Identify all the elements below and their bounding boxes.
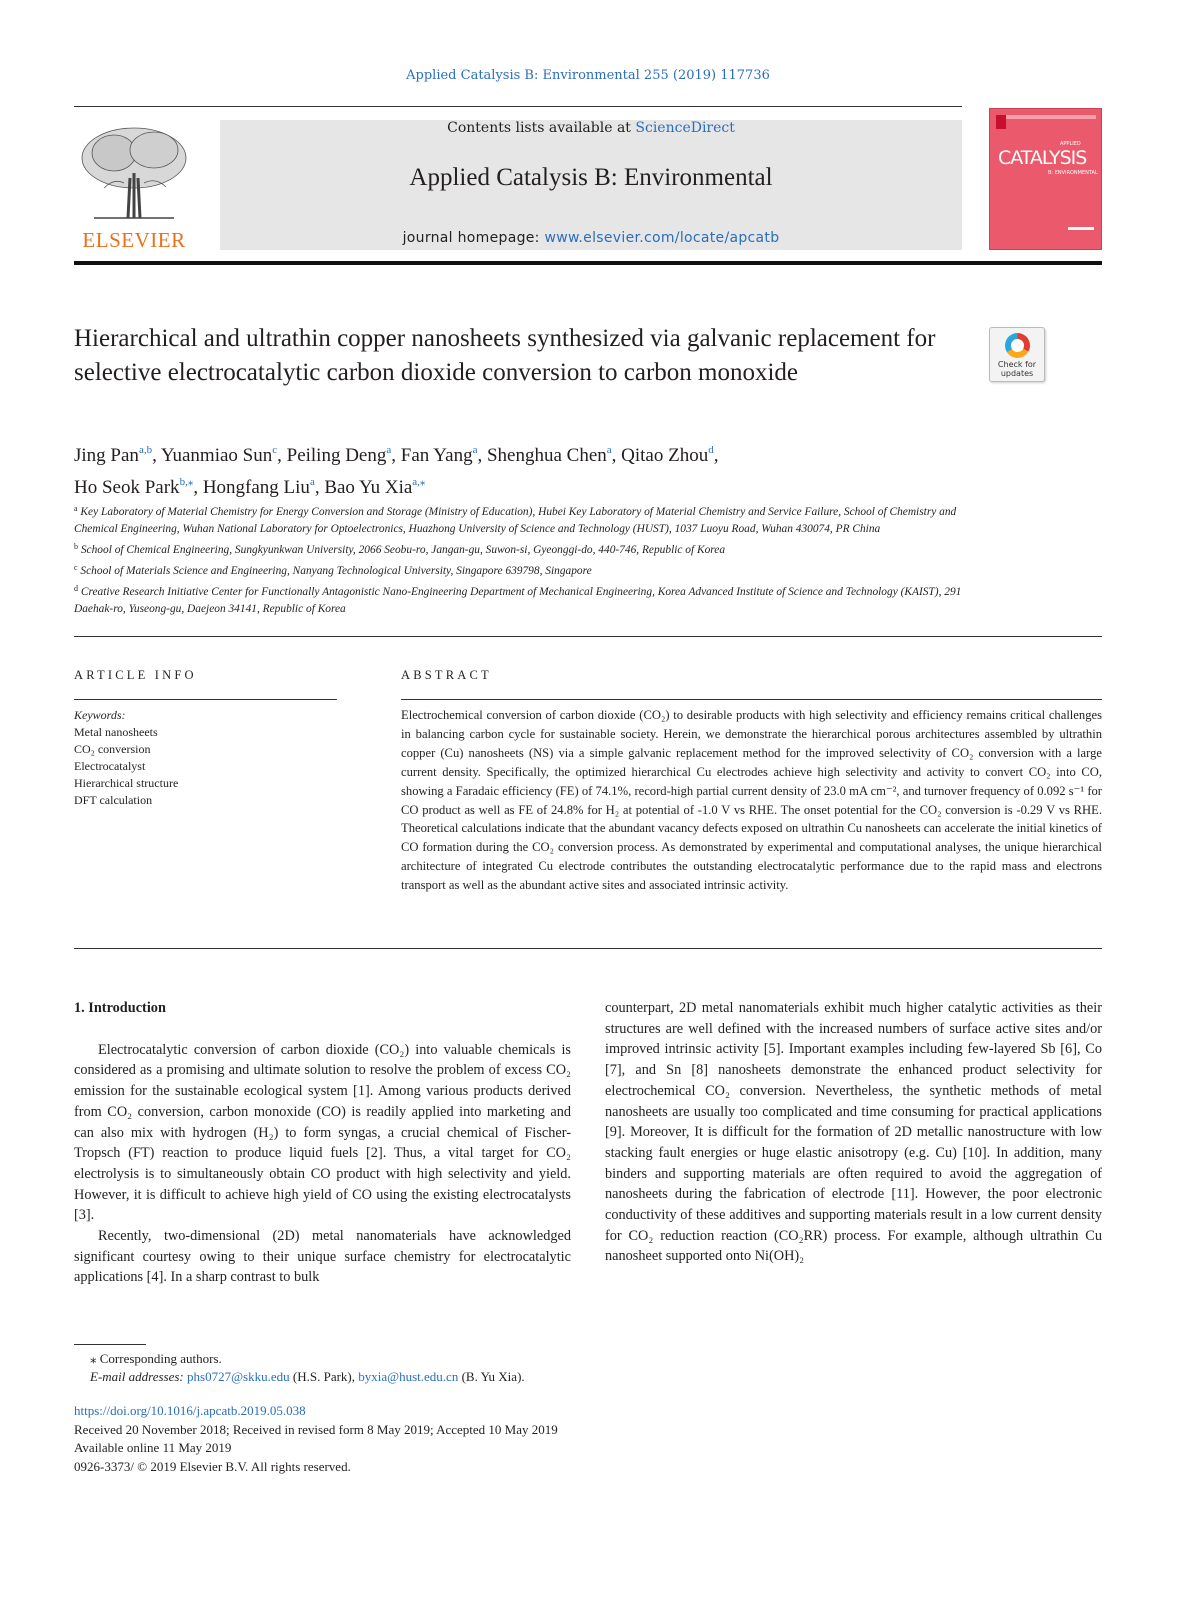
article-info-rule bbox=[74, 699, 337, 700]
author[interactable]: Peiling Deng bbox=[286, 445, 387, 466]
author[interactable]: Yuanmiao Sun bbox=[160, 445, 273, 466]
affiliation: $^d$ Creative Research Initiative Center for Functionally Antagonistic Nano-Engineering Department of Mechanical Engineering, Korea Advanced Institute of Science and Technology (KAIST), 291 Daehak-ro, Yuseong-gu, Daejeon 34141, Republic of Korea bbox=[74, 584, 962, 615]
available-online: Available online 11 May 2019 bbox=[74, 1440, 232, 1455]
copyright: 0926-3373/ © 2019 Elsevier B.V. All rights reserved. bbox=[74, 1458, 351, 1474]
header-thick-rule bbox=[74, 261, 1102, 265]
keyword: Hierarchical structure bbox=[74, 776, 179, 790]
keyword: DFT calculation bbox=[74, 793, 153, 807]
elsevier-wordmark: ELSEVIER bbox=[82, 228, 186, 252]
received-dates: Received 20 November 2018; Received in revised form 8 May 2019; Accepted 10 May 2019 bbox=[74, 1421, 558, 1437]
cover-catalysis-word: CATALYSIS bbox=[998, 147, 1087, 169]
footnotes bbox=[90, 1350, 525, 1386]
author[interactable]: Hongfang Liu bbox=[202, 477, 310, 498]
keyword: Metal nanosheets bbox=[74, 725, 158, 739]
journal-title: Applied Catalysis B: Environmental bbox=[409, 164, 773, 191]
article-info-heading: ARTICLE INFO bbox=[74, 668, 197, 682]
keywords-list bbox=[74, 707, 344, 809]
cover-foot bbox=[1068, 227, 1094, 230]
affiliations-rule bbox=[74, 636, 1102, 637]
abstract-rule bbox=[401, 699, 1102, 700]
check-for-updates-button[interactable]: Check for updates bbox=[989, 327, 1045, 382]
doi-link[interactable]: https://doi.org/10.1016/j.apcatb.2019.05.038 bbox=[74, 1403, 306, 1418]
cover-strip bbox=[996, 115, 1096, 119]
section-heading-introduction: 1. Introduction bbox=[74, 1000, 166, 1016]
contents-line: Contents lists available at ScienceDirect bbox=[447, 120, 735, 136]
affiliation: $^a$ Key Laboratory of Material Chemistry for Energy Conversion and Storage (Ministry of Education), Hubei Key Laboratory of Material Chemistry and Service Failure, School of Chemistry and Chemical Engineering, Wuhan National Laboratory for Optoelectronics, Huazhong University of Science and Technology (HUST), 1037 Luoyu Road, Wuhan 430074, PR China bbox=[74, 504, 957, 535]
abstract-heading: ABSTRACT bbox=[401, 668, 492, 682]
author[interactable]: Fan Yang bbox=[400, 445, 473, 466]
keywords-label: Keywords: bbox=[74, 708, 126, 722]
author[interactable]: Qitao Zhou bbox=[621, 445, 709, 466]
author[interactable]: Bao Yu Xia bbox=[324, 477, 413, 498]
journal-banner bbox=[220, 120, 962, 250]
journal-citation-link[interactable]: Applied Catalysis B: Environmental 255 (2019) 117736 bbox=[406, 68, 770, 83]
keyword: CO₂ conversion bbox=[74, 742, 151, 756]
email-link[interactable]: phs0727@skku.edu bbox=[187, 1369, 290, 1384]
author-list: Jing Pan$^{a,b}$, Yuanmiao Sun$^c$, Peiling Deng$^a$, Fan Yang$^a$, Shenghua Chen$^a$, Qitao Zhou$^d$, Ho Seok Park$^{b,⁎}$, Hongfang Liu$^a$, Bao Yu Xia$^{a,⁎}$ bbox=[74, 444, 719, 498]
paper-title: Hierarchical and ultrathin copper nanosheets synthesized via galvanic replacement for selective electrocatalytic carbon dioxide conversion to carbon monoxide bbox=[74, 325, 936, 386]
cover-tab bbox=[996, 115, 1006, 129]
email-line: E-mail addresses: phs0727@skku.edu (H.S. Park), byxia@hust.edu.cn (B. Yu Xia). bbox=[90, 1369, 525, 1384]
keyword: Electrocatalyst bbox=[74, 759, 146, 773]
cover-top-label: APPLIED bbox=[1060, 141, 1081, 147]
homepage-line: journal homepage: www.elsevier.com/locate/apcatb bbox=[402, 230, 780, 246]
cover-sub-label: B: ENVIRONMENTAL bbox=[1048, 170, 1098, 176]
email-link[interactable]: byxia@hust.edu.cn bbox=[358, 1369, 459, 1384]
intro-paragraph: Recently, two-dimensional (2D) metal nanomaterials have acknowledged significant courtesy owing to their unique surface chemistry for electrocatalytic applications [4]. In a sharp contrast to bulk bbox=[74, 1228, 571, 1286]
author[interactable]: Shenghua Chen bbox=[486, 445, 607, 466]
intro-right-column bbox=[605, 998, 1102, 1267]
intro-left-column bbox=[74, 998, 571, 1288]
intro-paragraph: Electrocatalytic conversion of carbon dioxide (CO₂) into valuable chemicals is considered as a promising and ultimate solution to resolve the problem of excess CO₂ emission for the sustainable ecological system [1]. Among various products derived from CO₂ conversion, carbon monoxide (CO) is readily applied into marketing and can also mix with hydrogen (H₂) to form syngas, a crucial chemical of Fischer-Tropsch (FT) reaction to produce liquid fuels [2]. Thus, a vital target for CO₂ electrolysis is to simultaneously obtain CO product with high selectivity and yield. However, it is difficult to achieve high yield of CO using the existing electrocatalysts [3]. bbox=[74, 1041, 571, 1224]
publication-info bbox=[74, 1402, 558, 1476]
footnote-rule bbox=[74, 1344, 146, 1345]
abstract-bottom-rule bbox=[74, 948, 1102, 949]
affiliation: $^c$ School of Materials Science and Engineering, Nanyang Technological University, Singapore 639798, Singapore bbox=[74, 563, 592, 577]
intro-paragraph: counterpart, 2D metal nanomaterials exhibit much higher catalytic activities as their structures are well defined with the increased numbers of surface active sites and/or improved intrinsic activity [5]. Important examples including few-layered Sb [6], Co [7], and Sn [8] nanosheets demonstrate the enhanced product selectivity for electrochemical CO₂ conversion. Nevertheless, the synthetic methods of metal nanosheets are usually too complicated and time consuming for practical applications [9]. Moreover, It is difficult for the formation of 2D metallic nanostructure with low stacking fault energies or huge elastic anisotropy (e.g. Cu) [10]. In addition, many binders and supporting materials are often required to avoid the aggregation of nanosheets during the fabrication of electrode [11]. However, the poor electronic conductivity of these additives and supporting materials result in a low current density for CO₂ reduction reaction (CO₂RR) process. For example, although ultrathin Cu nanosheet supported onto Ni(OH)₂ bbox=[605, 1000, 1102, 1265]
journal-cover-thumbnail[interactable] bbox=[989, 108, 1102, 250]
corresponding-note: ⁎ Corresponding authors. bbox=[90, 1351, 222, 1366]
affiliations bbox=[74, 500, 984, 618]
author[interactable]: Ho Seok Park bbox=[74, 477, 180, 498]
homepage-link[interactable]: www.elsevier.com/locate/apcatb bbox=[544, 230, 780, 246]
abstract-text: Electrochemical conversion of carbon dioxide (CO₂) to desirable products with high selectivity and efficiency remains critical challenges in balancing carbon cycle for sustainable society. Herein, we demonstrate the hierarchical porous architectures assembled by ultrathin copper (Cu) nanosheets (NS) via a simple galvanic replacement method for the improved selectivity of CO₂ conversion with a large current density. Specifically, the optimized hierarchical Cu electrodes achieve high selectivity and activity to convert CO₂ into CO, showing a Faradaic efficiency (FE) of 74.1%, record-high partial current density of 23.0 mA cm⁻², and turnover frequency of 0.092 s⁻¹ for CO product as well as FE of 24.8% for H₂ at potential of -1.0 V vs RHE. The onset potential for the CO₂ conversion is -0.29 V vs RHE. Theoretical calculations indicate that the abundant vacancy defects exposed on ultrathin Cu nanosheets can accelerate the initial kinetics of CO formation during the CO₂ conversion process. As demonstrated by experimental and computational analyses, the unique hierarchical architecture of integrated Cu electrode contributes the outstanding electrocatalytic performance due to the rapid mass and electrons transport as well as the abundant active sites and associated intrinsic activity. bbox=[401, 708, 1102, 893]
affiliation: $^b$ School of Chemical Engineering, Sungkyunkwan University, 2066 Seobu-ro, Jangan-gu, Suwon-si, Gyeonggi-do, 440-746, Republic of Korea bbox=[74, 542, 726, 556]
author[interactable]: Jing Pan bbox=[74, 445, 139, 466]
sciencedirect-link[interactable]: ScienceDirect bbox=[635, 120, 735, 136]
header-rule bbox=[74, 106, 962, 107]
